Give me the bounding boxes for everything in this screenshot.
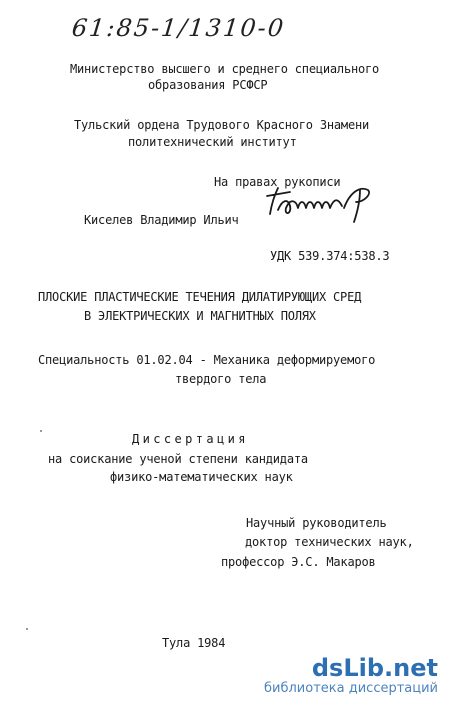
supervisor-line-2: доктор технических наук,: [245, 535, 414, 549]
institute-line-1: Тульский ордена Трудового Красного Знамени: [74, 118, 370, 132]
institute-line-2: политехнический институт: [128, 135, 297, 149]
title-line-2: В ЭЛЕКТРИЧЕСКИХ И МАГНИТНЫХ ПОЛЯХ: [84, 309, 316, 323]
author-signature: [264, 184, 376, 224]
scan-speck: [26, 628, 28, 630]
degree-line-1: на соискание ученой степени кандидата: [48, 452, 308, 466]
specialty-line-2: твердого тела: [175, 372, 267, 386]
city-year: Тула 1984: [162, 636, 226, 650]
manuscript-rights: На правах рукописи: [214, 175, 341, 189]
ministry-line-1: Министерство высшего и среднего специального: [70, 62, 380, 76]
ministry-line-2: образования РСФСР: [148, 78, 268, 92]
specialty-line-1: Специальность 01.02.04 - Механика деформируемого: [38, 353, 376, 367]
scan-speck: [40, 430, 42, 432]
archive-number-handwritten: 61:85-1/1310-0: [70, 14, 287, 42]
author-name: Киселев Владимир Ильич: [84, 213, 239, 227]
watermark-tagline: библиотека диссертаций: [264, 681, 438, 696]
supervisor-line-1: Научный руководитель: [246, 516, 387, 530]
dissertation-heading: Диссертация: [132, 432, 249, 446]
udc-code: УДК 539.374:538.3: [270, 249, 390, 263]
supervisor-line-3: профессор Э.С. Макаров: [221, 555, 376, 569]
title-line-1: ПЛОСКИЕ ПЛАСТИЧЕСКИЕ ТЕЧЕНИЯ ДИЛАТИРУЮЩИХ СРЕД: [38, 290, 362, 304]
degree-line-2: физико-математических наук: [110, 470, 293, 484]
watermark: [264, 655, 438, 697]
watermark-logo: dsLib.net: [311, 654, 438, 682]
